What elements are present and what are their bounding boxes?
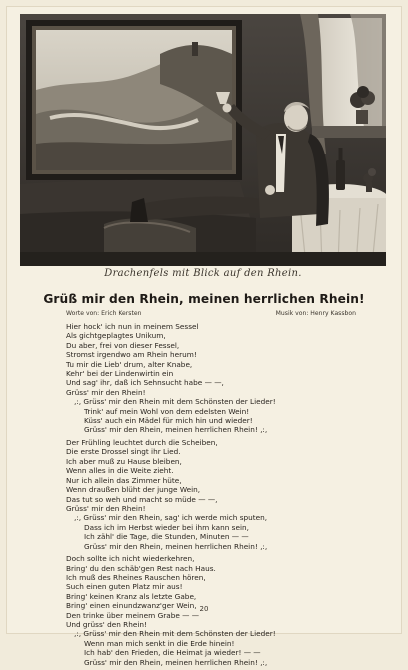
page-number: 20 (199, 605, 209, 613)
lyric-line: Stromst irgendwo am Rhein herum! (66, 350, 197, 360)
room-scene-image (20, 14, 386, 266)
lyrics (66, 322, 366, 670)
stanza-1 (66, 322, 366, 435)
stanza-verse (66, 322, 366, 397)
lyric-line: Tu mir die Lieb' drum, alter Knabe, (66, 359, 193, 369)
lyric-line: Du aber, frei von dieser Fessel, (66, 340, 180, 350)
lyricist-credit: Worte von: Erich Kersten (66, 310, 142, 317)
refrain-line: Wenn man mich senkt in die Erde hinein! (84, 638, 235, 648)
lyric-line: Und sag' ihr, daß ich Sehnsucht habe — —, (66, 378, 224, 388)
composer-credit: Musik von: Henry Kassbon (275, 310, 356, 317)
lyric-line: Bring' du den schäb'gen Rest nach Haus. (66, 563, 216, 573)
lyric-line: Bring' keinen Kranz als letzte Gabe, (66, 591, 197, 601)
lyric-line: Wenn draußen blüht der junge Wein, (66, 485, 201, 495)
song-title: Grüß mir den Rhein, meinen herrlichen Rhein! (43, 292, 365, 306)
lyric-line: Grüss' mir den Rhein! (66, 387, 146, 397)
stanza-refrain (66, 629, 366, 667)
refrain-line: Grüss' mir den Rhein, meinen herrlichen Rhein! ‚:‚ (84, 541, 268, 551)
lyric-line: Und grüss' den Rhein! (66, 619, 147, 629)
illustration (20, 14, 386, 266)
lyric-line: Doch sollte ich nicht wiederkehren, (66, 554, 195, 564)
stanza-verse (66, 554, 366, 629)
stanza-verse (66, 438, 366, 513)
refrain-line: Trink' auf mein Wohl von dem edelsten Wein! (84, 406, 250, 416)
refrain-line: Grüss' mir den Rhein, meinen herrlichen Rhein! ‚:‚ (84, 657, 268, 667)
refrain-line: ‚:‚ Grüss' mir den Rhein mit dem Schönsten der Lieder! (74, 629, 276, 639)
stanza-2 (66, 438, 366, 551)
lyric-line: Hier hock' ich nun in meinem Sessel (66, 322, 199, 331)
lyric-line: Der Frühling leuchtet durch die Scheiben, (66, 438, 218, 448)
refrain-line: Ich zähl' die Tage, die Stunden, Minuten — — (84, 532, 249, 542)
illustration-caption: Drachenfels mit Blick auf den Rhein. (104, 268, 302, 279)
refrain-line: Küss' auch ein Mädel für mich hin und wieder! (84, 416, 253, 426)
lyric-line: Ich muß des Rheines Rauschen hören, (66, 572, 206, 582)
refrain-line: ‚:‚ Grüss' mir den Rhein mit dem Schönsten der Lieder! (74, 397, 276, 407)
lyric-line: Grüss' mir den Rhein! (66, 503, 146, 513)
lyric-line: Wenn alles in die Weite zieht. (66, 466, 174, 476)
lyric-line: Ich aber muß zu Hause bleiben, (66, 456, 182, 466)
stanza-refrain (66, 513, 366, 551)
refrain-line: Ich hab' den Frieden, die Heimat ja wieder! — — (84, 648, 261, 658)
lyric-line: Die erste Drossel singt ihr Lied. (66, 447, 181, 457)
lyric-line: Bring' einen einundzwanz'ger Wein, (66, 601, 197, 611)
refrain-line: Dass ich im Herbst wieder bei ihm kann sein, (84, 522, 249, 532)
refrain-line: Grüss' mir den Rhein, meinen herrlichen Rhein! ‚:‚ (84, 425, 268, 435)
lyric-line: Den trinke über meinem Grabe — — (66, 610, 200, 620)
lyric-line: Nur ich allein das Zimmer hüte, (66, 475, 182, 485)
lyric-line: Als gichtgeplagtes Unikum, (66, 331, 166, 341)
lyric-line: Das tut so weh und macht so müde — —, (66, 494, 218, 504)
lyric-line: Such einen guten Platz mir aus! (66, 582, 183, 592)
credits (66, 310, 356, 317)
lyric-line: Kehr' bei der Lindenwirtin ein (66, 369, 174, 379)
stanza-refrain (66, 397, 366, 435)
refrain-line: ‚:‚ Grüss' mir den Rhein, sag' ich werde mich sputen, (74, 513, 268, 523)
